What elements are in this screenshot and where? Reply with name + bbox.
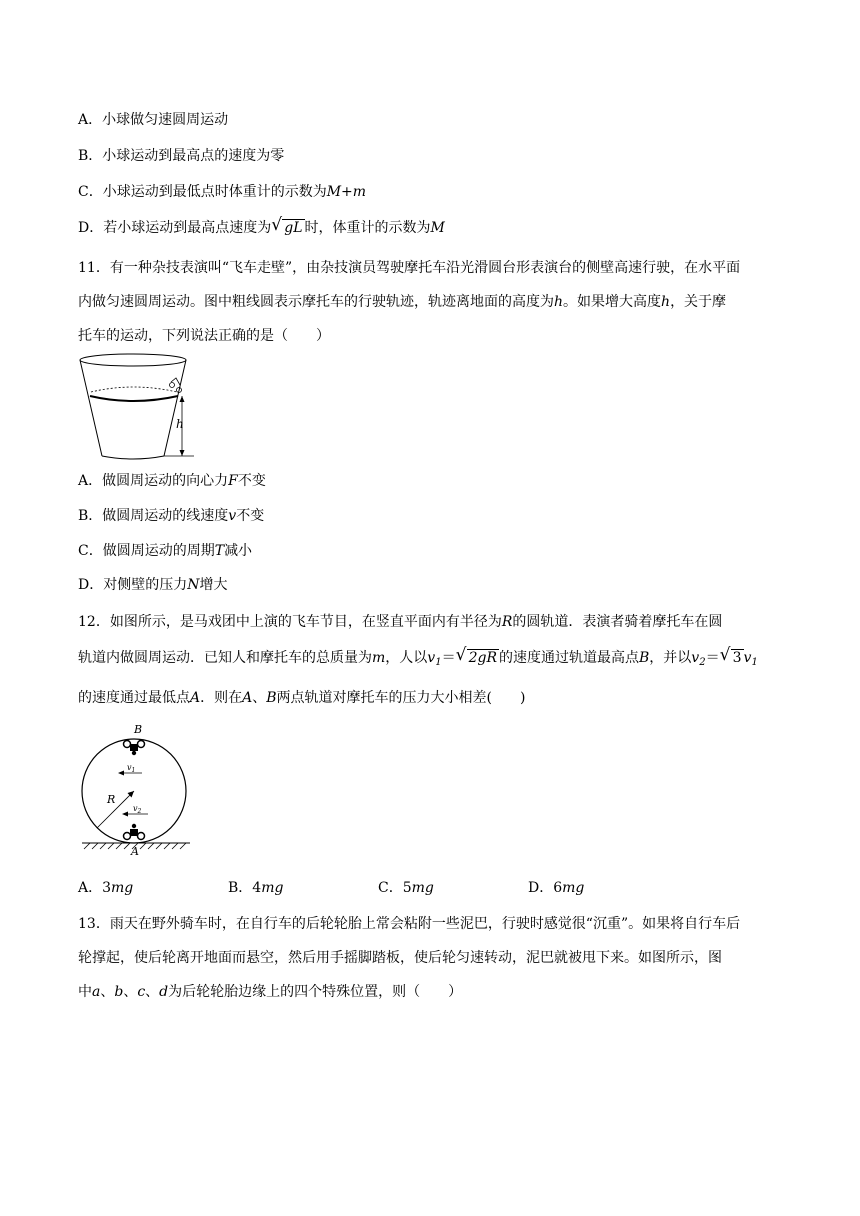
q10-option-c: C．小球运动到最低点时体重计的示数为M+m [78, 184, 367, 200]
label-v2: $v_2$ [133, 804, 142, 815]
q13-stem-line3: 中a、b、c、d为后轮轮胎边缘上的四个特殊位置，则（ ） [78, 984, 463, 1000]
q12-stem-line1: 12．如图所示，是马戏团中上演的飞车节目，在竖直平面内有半径为R的圆轨道．表演者骑着摩托车在圆 [78, 614, 723, 630]
q11-option-c: C．做圆周运动的周期T减小 [78, 543, 253, 559]
q10-option-b: B．小球运动到最高点的速度为零 [78, 148, 285, 164]
q11-option-a: A．做圆周运动的向心力F不变 [78, 473, 266, 489]
q12-option-d: D．6mg [528, 880, 585, 896]
q12-stem-line3: 的速度通过最低点A．则在A、B两点轨道对摩托车的压力大小相差( ) [78, 690, 526, 706]
q11-option-d: D．对侧壁的压力N增大 [78, 577, 228, 593]
motorcycle-top-icon [124, 741, 145, 756]
q12-stem-line2: 轨道内做圆周运动．已知人和摩托车的总质量为m，人以$v_1=$ √ 2gR 的速度通过轨道最高点B，并以$v_2=$ √ 3 $v_1$ [78, 645, 758, 668]
motorcycle-icon [170, 378, 182, 393]
q10-option-a: A．小球做匀速圆周运动 [78, 112, 229, 128]
q12-loop-figure [80, 722, 192, 858]
sqrt-expression: √ 3 [719, 645, 742, 666]
q11-cone-figure [78, 352, 198, 464]
motorcycle-bottom-icon [124, 824, 145, 840]
q11-stem-line2: 内做匀速圆周运动。图中粗线圆表示摩托车的行驶轨迹，轨迹离地面的高度为h。如果增大高度h，关于摩 [78, 294, 727, 310]
q11-option-b: B．做圆周运动的线速度v不变 [78, 508, 265, 524]
h-label: h [176, 417, 184, 431]
label-B: B [134, 723, 143, 736]
q11-stem-line1: 11．有一种杂技表演叫“飞车走壁”，由杂技演员驾驶摩托车沿光滑圆台形表演台的侧壁高速行驶，在水平面 [78, 260, 741, 276]
label-v1: $v_1$ [127, 763, 136, 774]
q12-option-c: C．5mg [378, 880, 434, 896]
label-R: R [107, 793, 116, 806]
q13-stem-line2: 轮撑起，使后轮离开地面而悬空，然后用手摇脚踏板，使后轮匀速转动，泥巴就被甩下来。如图所示，图 [78, 950, 722, 966]
q10-option-d: D．若小球运动到最高点速度为 √ gL 时，体重计的示数为M [78, 215, 445, 236]
q13-stem-line1: 13．雨天在野外骑车时，在自行车的后轮轮胎上常会粘附一些泥巴，行驶时感觉很“沉重”。如果将自行车后 [78, 916, 741, 932]
sqrt-expression: √ gL [271, 215, 303, 236]
q11-stem-line3: 托车的运动，下列说法正确的是（ ） [78, 328, 330, 344]
label-A: A [131, 845, 139, 858]
q12-option-b: B．4mg [228, 880, 284, 896]
sqrt-expression: √ 2gR [455, 645, 497, 666]
q12-option-a: A．3mg [78, 880, 134, 896]
